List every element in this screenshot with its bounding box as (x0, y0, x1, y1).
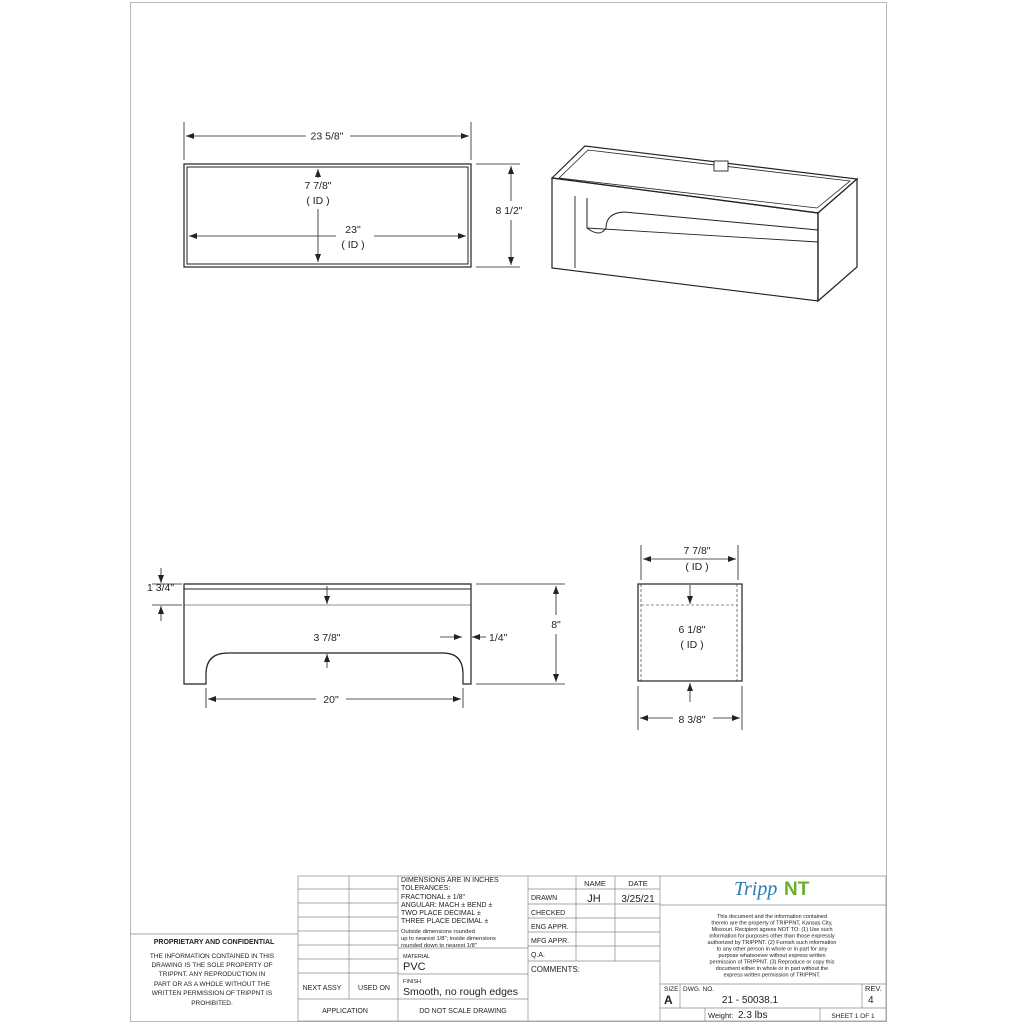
svg-text:TRIPPNT. ANY REPRODUCTION IN: TRIPPNT. ANY REPRODUCTION IN (158, 971, 266, 978)
front-arch-width-label: 20" (323, 694, 339, 706)
svg-text:PROHIBITED.: PROHIBITED. (191, 1000, 233, 1007)
dimension-note-1: Outside dimensions rounded (401, 929, 475, 935)
tolerance-line-2: TOLERANCES: (401, 885, 451, 892)
tolerance-line-3: FRACTIONAL ± 1/8" (401, 894, 466, 901)
svg-text:information for purposes other: information for purposes other than those expressly (709, 933, 835, 940)
date-header: DATE (628, 879, 648, 888)
drawn-label: DRAWN (531, 895, 558, 902)
svg-text:Missouri. Recipient agrees NOT: Missouri. Recipient agrees NOT TO: (1) Use such (711, 927, 833, 933)
finish-value: Smooth, no rough edges (403, 986, 518, 998)
front-arch-height-label: 3 7/8" (313, 632, 341, 644)
top-height-label: 8 1/2" (495, 205, 523, 217)
svg-text:express written permission of: express written permission of TRIPPNT. (723, 972, 821, 979)
sheet-label: SHEET 1 OF 1 (831, 1013, 875, 1020)
material-label: MATERIAL (403, 954, 431, 960)
rev-value: 4 (868, 995, 874, 1006)
name-header: NAME (584, 879, 606, 888)
dimension-note-2: up to nearest 1/8"; inside dimensions (401, 936, 496, 942)
weight-value: 2.3 lbs (738, 1010, 768, 1021)
tolerance-line-1: DIMENSIONS ARE IN INCHES (401, 877, 499, 884)
top-inner-width-note: ( ID ) (341, 239, 365, 251)
svg-text:DRAWING IS THE SOLE PROPERTY O: DRAWING IS THE SOLE PROPERTY OF (151, 962, 273, 969)
front-rim-label: 1 3/4" (147, 582, 175, 594)
tolerance-line-5: TWO PLACE DECIMAL ± (401, 910, 481, 917)
side-top-id-note: ( ID ) (685, 561, 709, 573)
svg-text:THE INFORMATION CONTAINED IN T: THE INFORMATION CONTAINED IN THIS (149, 953, 275, 960)
svg-text:PART OR AS A WHOLE WITHOUT THE: PART OR AS A WHOLE WITHOUT THE (153, 981, 271, 988)
dimension-note-3: rounded down to nearest 1/8" (401, 943, 477, 949)
top-width-label: 23 5/8" (310, 130, 344, 143)
do-not-scale-label: DO NOT SCALE DRAWING (419, 1008, 507, 1015)
logo-text-a: Tripp (734, 878, 778, 900)
trippnt-logo (734, 878, 810, 900)
side-inner-height-note: ( ID ) (680, 639, 704, 651)
rev-label: REV. (865, 984, 882, 993)
finish-label: FINISH (403, 979, 422, 985)
property-notice (708, 914, 837, 979)
top-inner-depth-note: ( ID ) (306, 195, 330, 207)
svg-text:authorized by TRIPPNT. (2) Fur: authorized by TRIPPNT. (2) Furnish such information (707, 940, 837, 946)
side-top-id-label: 7 7/8" (683, 545, 711, 557)
used-on-label: USED ON (358, 985, 390, 992)
svg-text:to any other person in whole o: to any other person in whole or in part for any (716, 946, 828, 953)
checked-label: CHECKED (531, 910, 566, 917)
top-inner-width-label: 23" (345, 224, 361, 236)
qa-label: Q.A. (531, 952, 546, 959)
eng-appr-label: ENG APPR. (531, 924, 569, 931)
svg-text:permission of TRIPPNT. (3) Rep: permission of TRIPPNT. (3) Reproduce or copy this (709, 959, 835, 966)
size-label: SIZE (664, 986, 679, 993)
side-depth-label: 8 3/8" (678, 714, 706, 726)
dwg-no-value: 21 - 50038.1 (721, 995, 779, 1006)
svg-text:document either in whole or in: document either in whole or in part without the (715, 966, 829, 972)
proprietary-notice (150, 939, 275, 1007)
tolerance-line-4: ANGULAR: MACH ± BEND ± (401, 902, 493, 909)
logo-text-b: NT (784, 879, 810, 900)
drawn-name: JH (587, 893, 601, 905)
svg-text:therein are the property of TR: therein are the property of TRIPPNT, Kansas City, (711, 920, 833, 927)
application-label: APPLICATION (322, 1008, 368, 1015)
comments-label: COMMENTS: (531, 965, 580, 974)
svg-text:purpose whatsoever without exp: purpose whatsoever without express written (718, 953, 826, 959)
next-assy-label: NEXT ASSY (302, 985, 342, 992)
isometric-view (552, 146, 857, 301)
material-value: PVC (403, 961, 426, 973)
iso-slot (714, 161, 728, 171)
mfg-appr-label: MFG APPR. (531, 938, 570, 945)
svg-text:This document and the informat: This document and the information contained (716, 914, 828, 920)
front-height-label: 8" (551, 619, 561, 631)
side-inner-height-label: 6 1/8" (678, 624, 706, 636)
weight-label: Weight: (708, 1011, 734, 1020)
front-wall-label: 1/4" (489, 632, 508, 644)
svg-text:WRITTEN PERMISSION OF TRIPPNT: WRITTEN PERMISSION OF TRIPPNT IS (151, 990, 273, 997)
top-inner-depth-label: 7 7/8" (304, 180, 332, 192)
size-value: A (664, 993, 673, 1007)
drawn-date: 3/25/21 (621, 894, 655, 905)
dwg-no-label: DWG. NO. (683, 986, 715, 993)
tolerance-line-6: THREE PLACE DECIMAL ± (401, 918, 489, 925)
proprietary-heading: PROPRIETARY AND CONFIDENTIAL (153, 939, 275, 946)
